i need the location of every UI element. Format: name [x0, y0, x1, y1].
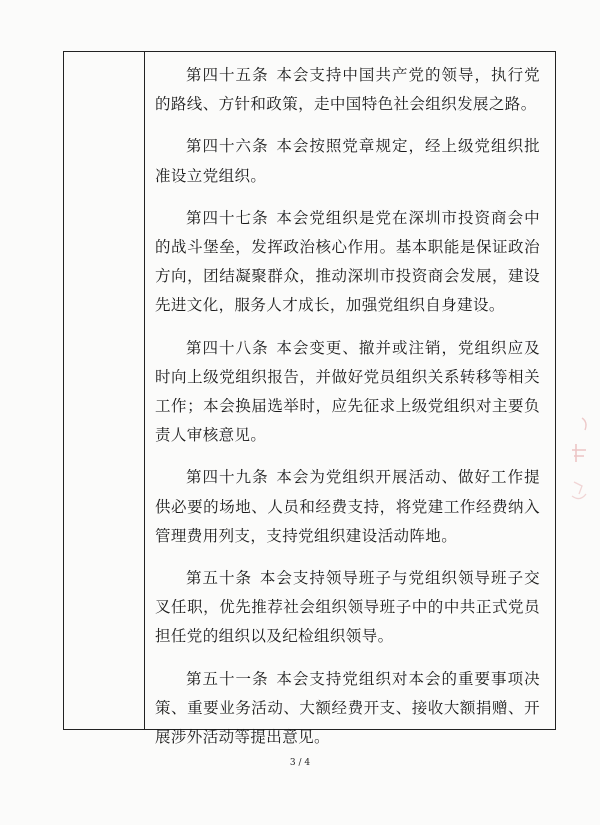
left-label-column [64, 52, 145, 729]
article-51-number: 第五十一条 [186, 669, 269, 688]
article-49-text: 本会为党组织开展活动、做好工作提供必要的场地、人员和经费支持，将党建工作经费纳入管理费用列支，支持党组织建设活动阵地。 [155, 468, 540, 545]
article-49-number: 第四十九条 [186, 468, 269, 487]
article-45 [155, 61, 540, 119]
article-48-text: 本会变更、撤并或注销，党组织应及时向上级党组织报告，并做好党员组织关系转移等相关工作；本会换届选举时，应先征求上级党组织对主要负责人审核意见。 [155, 338, 540, 445]
article-48 [155, 334, 540, 451]
article-46 [155, 132, 540, 190]
article-47-number: 第四十七条 [186, 208, 269, 227]
article-46-text: 本会按照党章规定，经上级党组织批准设立党组织。 [155, 137, 540, 185]
article-51 [155, 665, 540, 753]
stamp-bleed-mark [568, 410, 600, 520]
article-47-text: 本会党组织是党在深圳市投资商会中的战斗堡垒，发挥政治核心作用。基本职能是保证政治方向，团结凝聚群众，推动深圳市投资商会发展，建设先进文化，服务人才成长，加强党组织自身建设。 [155, 208, 540, 315]
article-45-text: 本会支持中国共产党的领导，执行党的路线、方针和政策，走中国特色社会组织发展之路。 [155, 66, 540, 114]
articles-content [155, 61, 540, 765]
article-50-number: 第五十条 [186, 569, 253, 588]
article-45-number: 第四十五条 [186, 66, 269, 84]
article-50 [155, 564, 540, 652]
article-50-text: 本会支持领导班子与党组织领导班子交叉任职，优先推荐社会组织领导班子中的中共正式党员担任党的组织以及纪检组织领导。 [155, 569, 540, 646]
page-number: 3 / 4 [289, 758, 311, 768]
article-51-text: 本会支持党组织对本会的重要事项决策、重要业务活动、大额经费开支、接收大额捐赠、开展涉外活动等提出意见。 [155, 669, 540, 747]
article-49 [155, 463, 540, 551]
article-47 [155, 204, 540, 321]
document-table [63, 51, 556, 747]
article-46-number: 第四十六条 [186, 137, 269, 156]
article-48-number: 第四十八条 [186, 338, 269, 357]
